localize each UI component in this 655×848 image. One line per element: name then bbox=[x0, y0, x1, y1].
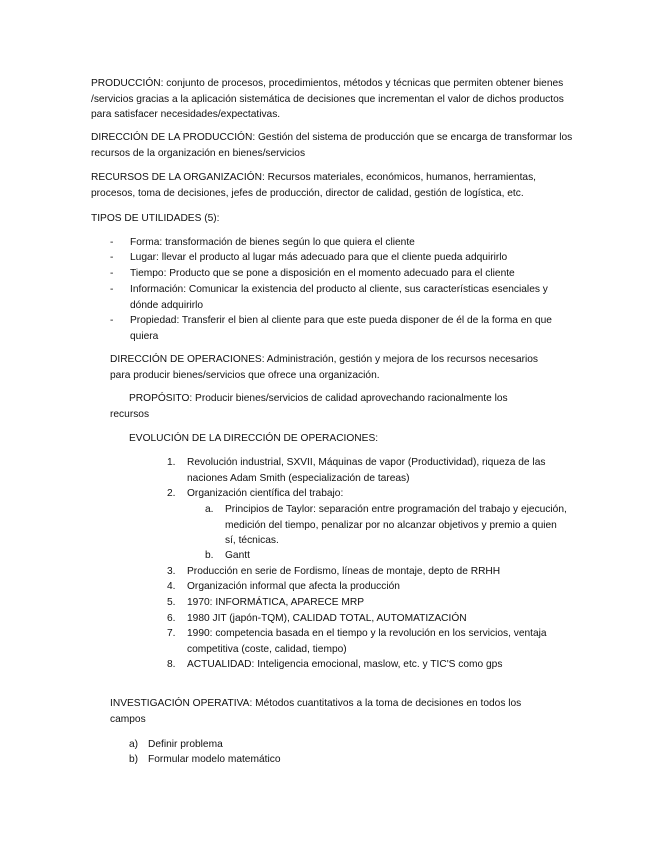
direccion-operaciones-paragraph: DIRECCIÓN DE OPERACIONES: Administración, gestión y mejora de los recursos necesarios para producir bienes/servicios que ofrece una organización. bbox=[110, 354, 539, 381]
list-dash: - bbox=[110, 268, 114, 279]
list-item-text: Definir problema bbox=[148, 739, 223, 750]
recursos-paragraph: RECURSOS DE LA ORGANIZACIÓN: Recursos materiales, económicos, humanos, herramientas, procesos, toma de decisiones, jefes de producción, director de calidad, gestión de logística, etc. bbox=[91, 172, 537, 199]
list-number: 6. bbox=[167, 613, 176, 624]
list-item-text: Organización informal que afecta la producción bbox=[187, 581, 400, 592]
list-item-text: Tiempo: Producto que se pone a disposición en el momento adecuado para el cliente bbox=[130, 268, 515, 279]
sub-list-item bbox=[205, 502, 570, 549]
tipos-utilidades-title: TIPOS DE UTILIDADES (5): bbox=[91, 213, 220, 224]
list-item bbox=[129, 737, 429, 753]
list-number: 7. bbox=[167, 628, 176, 639]
list-item bbox=[167, 611, 567, 627]
list-item bbox=[167, 626, 567, 657]
list-item-text: Información: Comunicar la existencia del producto al cliente, sus características esenciales y dónde adquirirlo bbox=[130, 284, 548, 311]
list-item bbox=[110, 313, 570, 344]
evolucion-title: EVOLUCIÓN DE LA DIRECCIÓN DE OPERACIONES: bbox=[129, 433, 379, 444]
list-item bbox=[110, 250, 570, 266]
list-item-text: 1970: INFORMÁTICA, APARECE MRP bbox=[187, 597, 365, 608]
investigacion-paragraph: INVESTIGACIÓN OPERATIVA: Métodos cuantitativos a la toma de decisiones en todos los campos bbox=[110, 698, 522, 725]
list-item-text: Propiedad: Transferir el bien al cliente para que este pueda disponer de él de la forma en que quiera bbox=[130, 315, 552, 342]
list-dash: - bbox=[110, 237, 114, 248]
list-item bbox=[167, 595, 567, 611]
direccion-produccion-paragraph: DIRECCIÓN DE LA PRODUCCIÓN: Gestión del sistema de producción que se encarga de transformar los recursos de la organización en bienes/servicios bbox=[91, 132, 573, 159]
list-item bbox=[110, 266, 570, 282]
list-number: 5. bbox=[167, 597, 176, 608]
sub-list-item bbox=[205, 548, 570, 564]
list-item bbox=[167, 564, 567, 580]
list-item-text: Revolución industrial, SXVII, Máquinas de vapor (Productividad), riqueza de las naciones Adam Smith (especialización de tareas) bbox=[187, 457, 546, 484]
list-item-text: Organización científica del trabajo: bbox=[187, 488, 344, 499]
list-number: 2. bbox=[167, 488, 176, 499]
list-item-text: Lugar: llevar el producto al lugar más adecuado para que el cliente pueda adquirirlo bbox=[130, 252, 508, 263]
list-letter: b) bbox=[129, 754, 139, 765]
list-letter: a. bbox=[205, 504, 214, 515]
list-item bbox=[167, 657, 567, 673]
proposito-paragraph: PROPÓSITO: Producir bienes/servicios de calidad aprovechando racionalmente los recursos bbox=[110, 393, 508, 420]
list-item bbox=[167, 579, 567, 595]
list-item bbox=[110, 282, 570, 313]
list-item-text: Formular modelo matemático bbox=[148, 754, 281, 765]
list-number: 3. bbox=[167, 566, 176, 577]
list-item-text: 1980 JIT (japón-TQM), CALIDAD TOTAL, AUTOMATIZACIÓN bbox=[187, 613, 467, 624]
list-item-text: Principios de Taylor: separación entre programación del trabajo y ejecución, medición del tiempo, penalizar por no alcanzar objetivos y premio a quien sí, técnicas. bbox=[225, 504, 567, 546]
list-letter: a) bbox=[129, 739, 139, 750]
list-item-text: ACTUALIDAD: Inteligencia emocional, maslow, etc. y TIC'S como gps bbox=[187, 659, 503, 670]
list-item bbox=[167, 455, 567, 486]
list-letter: b. bbox=[205, 550, 214, 561]
list-dash: - bbox=[110, 252, 114, 263]
list-item bbox=[167, 486, 567, 502]
list-dash: - bbox=[110, 315, 114, 326]
list-item-text: 1990: competencia basada en el tiempo y la revolución en los servicios, ventaja competitiva (coste, calidad, tiempo) bbox=[187, 628, 547, 655]
list-number: 1. bbox=[167, 457, 176, 468]
list-item-text: Producción en serie de Fordismo, líneas de montaje, depto de RRHH bbox=[187, 566, 501, 577]
list-item bbox=[110, 235, 570, 251]
list-number: 4. bbox=[167, 581, 176, 592]
list-dash: - bbox=[110, 284, 114, 295]
list-item-text: Forma: transformación de bienes según lo que quiera el cliente bbox=[130, 237, 415, 248]
produccion-paragraph: PRODUCCIÓN: conjunto de procesos, procedimientos, métodos y técnicas que permiten obtener bienes /servicios gracias a la aplicación sistemática de decisiones que incrementan el valor de dichos productos para satisfacer necesidades/expectativas. bbox=[91, 78, 564, 120]
list-item bbox=[129, 752, 429, 768]
list-number: 8. bbox=[167, 659, 176, 670]
list-item-text: Gantt bbox=[225, 550, 250, 561]
